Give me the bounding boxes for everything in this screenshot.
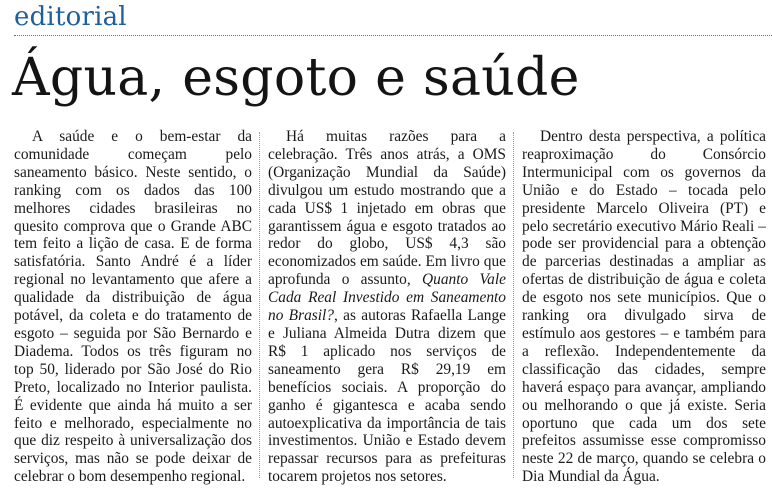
- headline: Água, esgoto e saúde: [12, 48, 580, 108]
- column-divider-1: [259, 132, 260, 478]
- column-3-paragraph: Dentro desta perspectiva, a política reaproximação do Consórcio Intermunicipal com os governos da União e do Estado – tocada pelo presidente Marcelo Oliveira (PT) e pelo secretário executivo Mário Reali – pode ser providencial para a obtenção de parcerias destinadas a ampliar as ofertas de distribuição de água e coleta de esgoto nos sete municípios. Que o ranking ora divulgado sirva de estímulo aos gestores – e também para a reflexão. Independentemente da classificação das cidades, sempre haverá espaço para avançar, ampliando ou melhorando o que já existe. Seria oportuno que cada um dos sete prefeitos assumisse esse compromisso neste 22 de março, quando se celebra o Dia Mundial da Água.: [522, 128, 766, 486]
- section-label: editorial: [14, 2, 127, 32]
- article-column-2: [268, 128, 506, 486]
- column-2-text-after: , as autoras Rafaella Lange e Juliana Almeida Dutra dizem que R$ 1 aplicado nos serviços de saneamento gera R$ 29,19 em benefícios sociais. A proporção do ganho é gigantesca e acaba sendo autoexplicativa da importância de tais investimentos. União e Estado devem repassar recursos para as prefeituras tocarem projetos nos setores.: [268, 307, 507, 486]
- column-2-paragraph: [268, 128, 506, 486]
- article-column-1: [14, 128, 252, 486]
- book-title: Quanto Vale Cada Real Investido em Saneamento no Brasil?: [268, 271, 506, 325]
- column-divider-2: [513, 132, 514, 478]
- article-column-3: [522, 128, 766, 486]
- column-1-paragraph: A saúde e o bem-estar da comunidade começam pelo saneamento básico. Neste sentido, o ranking com os dados das 100 melhores cidades brasileiras no quesito comprova que o Grande ABC tem feito a lição de casa. E de forma satisfatória. Santo André é a líder regional no levantamento que afere a qualidade da distribuição de água potável, da coleta e do tratamento de esgoto – seguida por São Bernardo e Diadema. Todos os três figuram no top 50, liderado por São José do Rio Preto, localizado no Interior paulista. É evidente que ainda há muito a ser feito e melhorado, especialmente no que diz respeito à universalização dos serviços, mas não se pode deixar de celebrar o bom desempenho regional.: [14, 128, 252, 486]
- section-divider: [14, 35, 772, 36]
- column-2-text-before: Há muitas razões para a celebração. Três anos atrás, a OMS (Organização Mundial da Saúde) divulgou um estudo mostrando que a cada US$ 1 injetado em obras que garantissem água e esgoto tratados ao redor do globo, US$ 4,3 são economizados em saúde. Em livro que aprofunda o assunto,: [268, 128, 506, 289]
